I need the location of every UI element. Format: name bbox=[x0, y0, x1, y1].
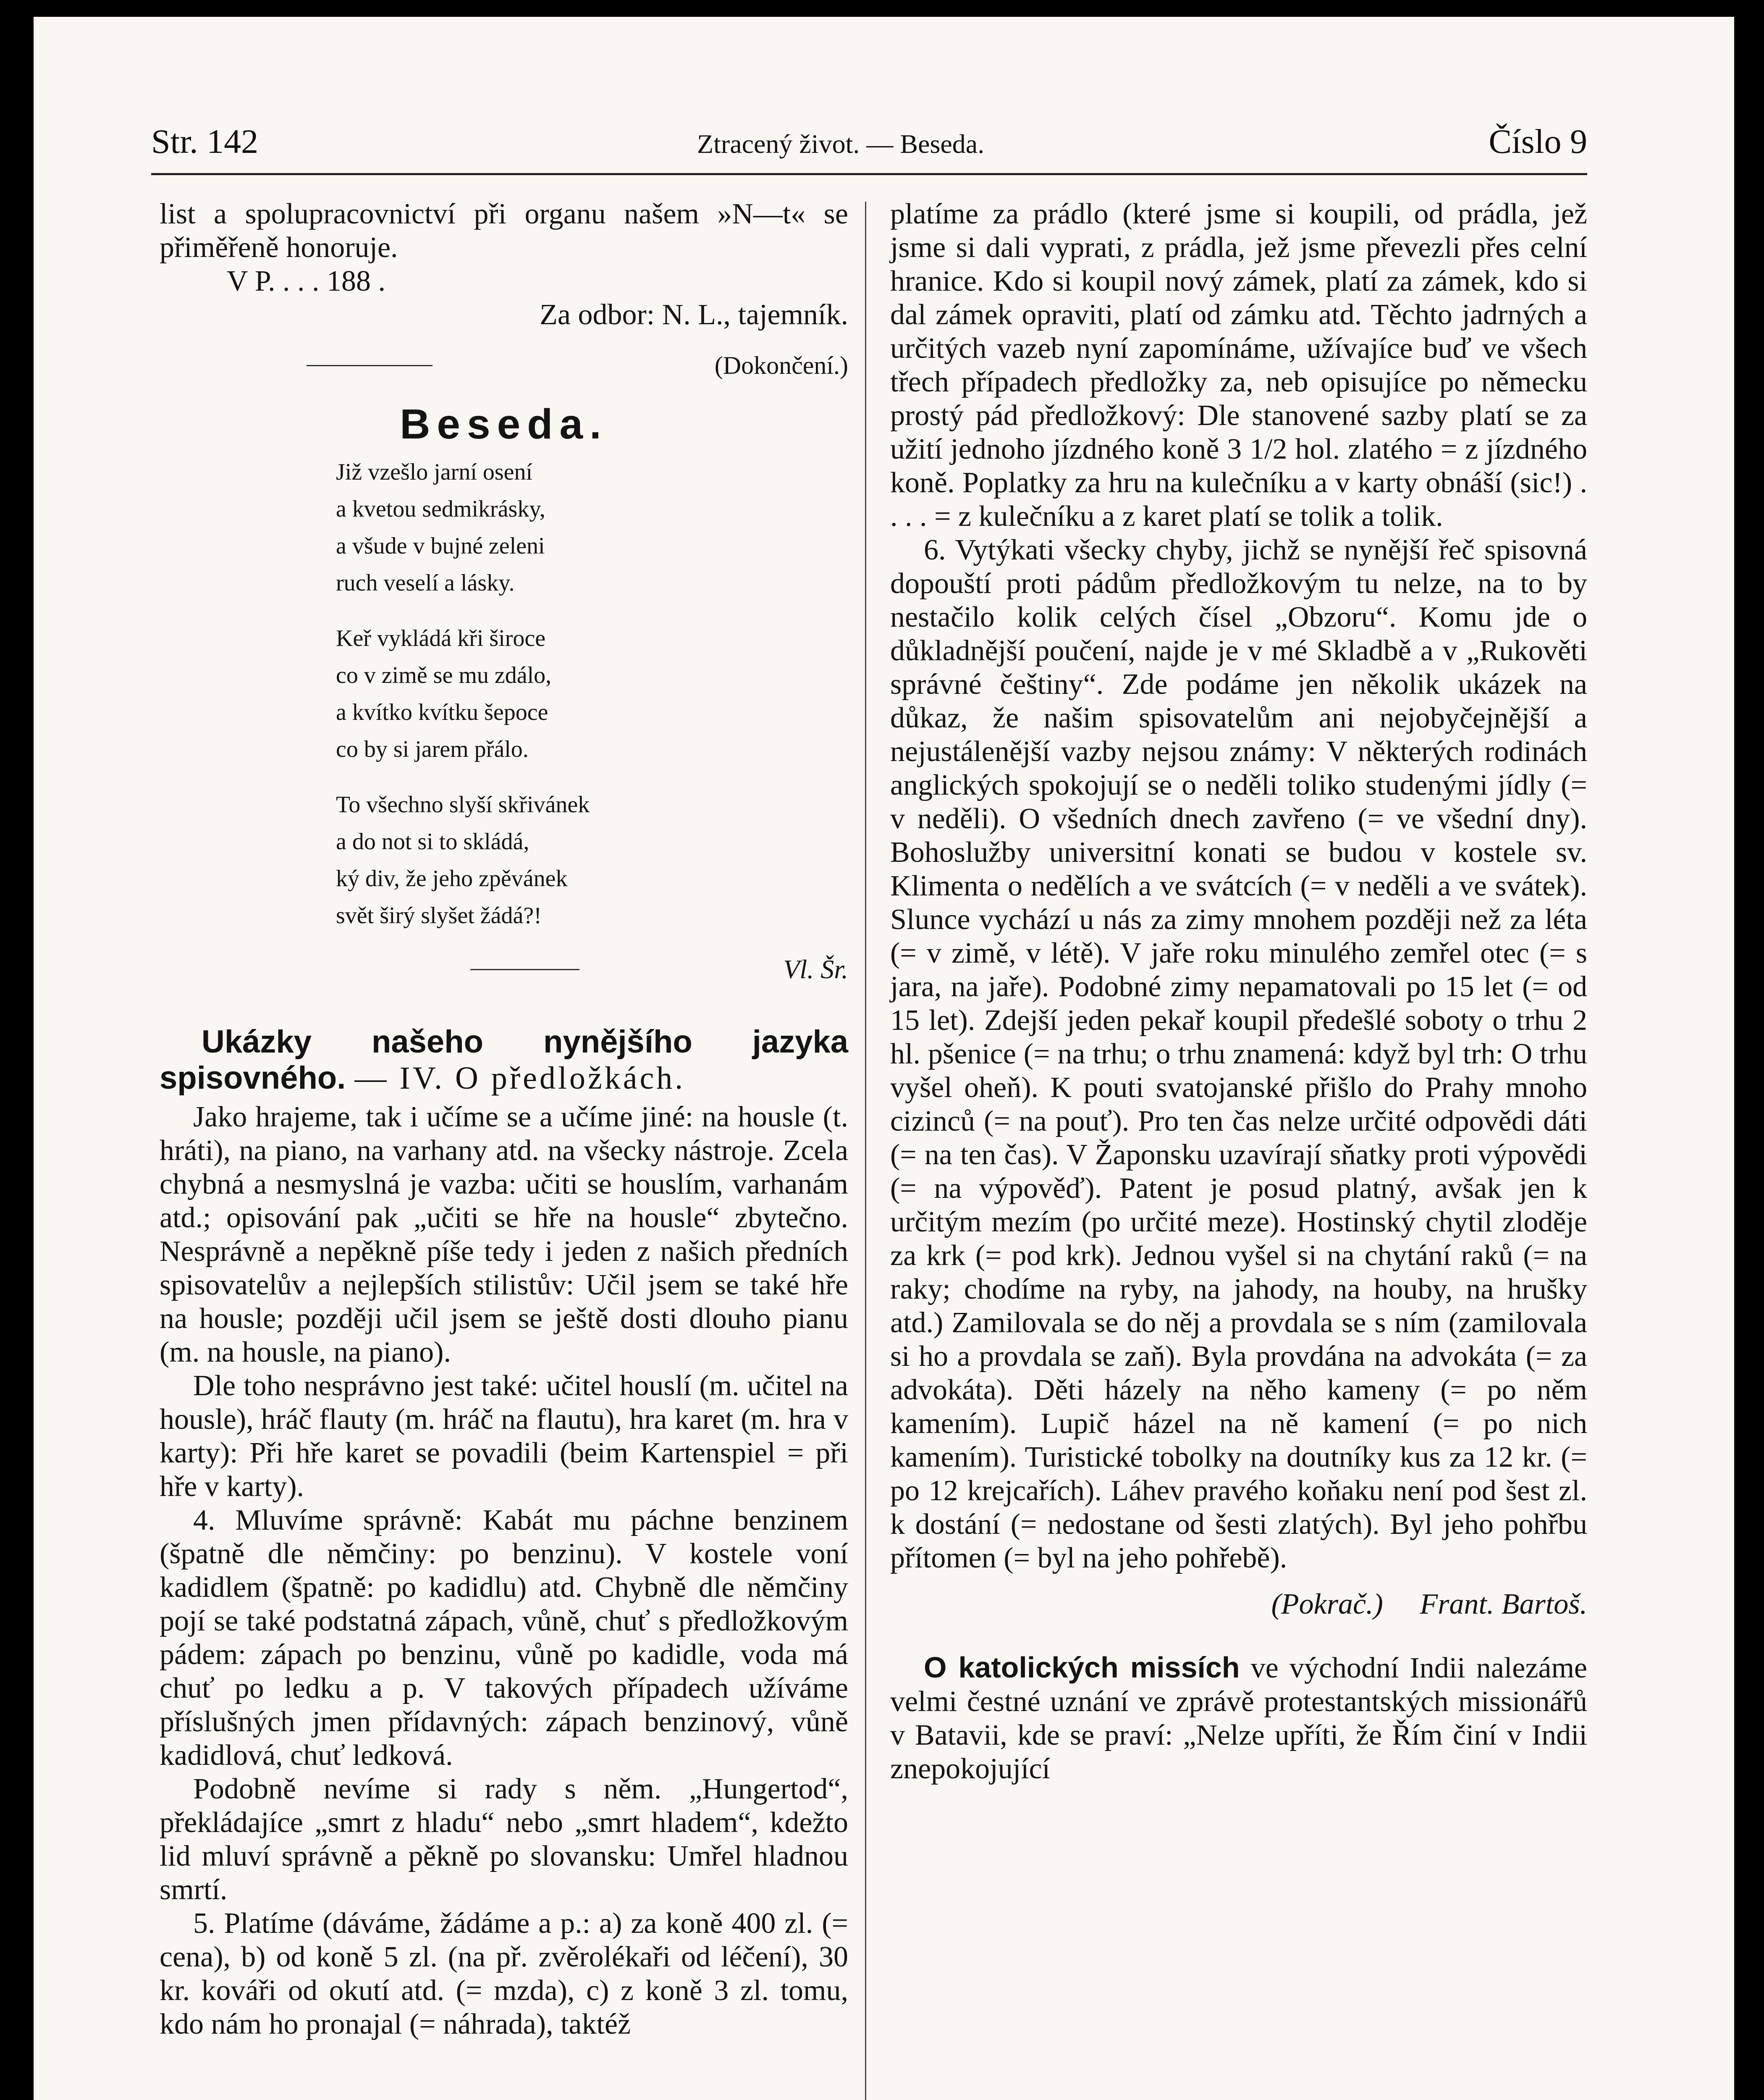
poem-line: a všude v bujné zeleni bbox=[336, 533, 545, 559]
section-title: Beseda. bbox=[400, 401, 608, 448]
right-column bbox=[890, 197, 1587, 1786]
poem-line: Již vzešlo jarní osení bbox=[336, 459, 533, 485]
conclusion-row bbox=[160, 349, 848, 382]
poem bbox=[336, 454, 848, 934]
article-signature-line bbox=[890, 1588, 1587, 1621]
poem-line: a do not si to skládá, bbox=[336, 829, 529, 855]
separator-rule bbox=[307, 365, 432, 366]
poem-stanza bbox=[336, 786, 848, 934]
continuation-note: (Pokrač.) bbox=[1271, 1588, 1383, 1620]
poem-line: ruch veselí a lásky. bbox=[336, 570, 515, 596]
signatory-line: Za odbor: N. L., tajemník. bbox=[540, 299, 848, 331]
article-paragraph: platíme za prádlo (které jsme si koupili, od prádla, jež jsme si dali vyprati, z prádla, jež jsme převezli přes celní hranice. Kdo si koupil nový zámek, platí za zámek, kdo si dal zámek opraviti, platí od zámku atd. Těchto jadrných a určitých vazeb nyní zapomínáme, užívajíce buď ve všech třech případech předložky za, neb opisujíce po německu prostý pád předložkový: Dle stanovené sazby platí se za užití jednoho jízdného koně 3 1/2 hol. zlatého = z jízdného koně. Poplatky za hru na kulečníku a v karty obnáší (sic!) . . . . = z kulečníku a z karet platí se tolik a tolik. bbox=[890, 198, 1587, 533]
poem-line: co by si jarem přálo. bbox=[336, 736, 529, 762]
article-paragraph: 4. Mluvíme správně: Kabát mu páchne benzinem (špatně dle němčiny: po benzinu). V kostele voní kadidlem (špatně: po kadidlu) atd. Chybně dle němčiny pojí se také podstatná zápach, vůně, chuť s předložkovým pádem: zápach po benzinu, vůně po kadidle, voda má chuť po ledku a p. V takových případech užíváme příslušných jmen přídavných: zápach benzinový, vůně kadidlová, chuť ledková. bbox=[160, 1504, 848, 1772]
missions-paragraph bbox=[890, 1651, 1587, 1786]
page-header bbox=[151, 113, 1587, 172]
poem-author: Vl. Šr. bbox=[783, 954, 848, 984]
running-title: Ztracený život. — Beseda. bbox=[697, 129, 985, 159]
poem-stanza bbox=[336, 454, 848, 601]
article-paragraph: Jako hrajeme, tak i učíme se a učíme jiné: na housle (t. hráti), na piano, na varhany atd. na všecky nástroje. Zcela chybná a nesmyslná je vazba: učiti se houslím, varhanám atd.; opisování pak „učiti se hře na housle“ zbytečno. Nesprávně a nepěkně píše tedy i jeden z našich předních spisovatelův a nejlepších stilistův: Učil jsem se také hře na housle; později učil jsem se ještě dosti dlouho pianu (m. na housle, na piano). bbox=[160, 1101, 848, 1368]
poem-line: a kvetou sedmikrásky, bbox=[336, 496, 545, 522]
left-column bbox=[160, 197, 848, 2041]
article-title-main: Ukázky našeho nynějšího jazyka spisovného. bbox=[160, 1024, 848, 1096]
poem-line: Keř vykládá kři široce bbox=[336, 625, 546, 651]
author-signature: Frant. Bartoš. bbox=[1420, 1588, 1587, 1620]
place-date-line: V P. . . . 188 . bbox=[227, 265, 385, 297]
header-rule bbox=[151, 173, 1587, 175]
poem-line: co v zimě se mu zdálo, bbox=[336, 662, 552, 688]
poem-line: a kvítko kvítku šepoce bbox=[336, 699, 548, 725]
conclusion-note: (Dokončení.) bbox=[714, 352, 848, 379]
poem-line: svět širý slyšet žádá?! bbox=[336, 903, 542, 929]
article-paragraph: Podobně nevíme si rady s něm. „Hungertod“, překládajíce „smrt z hladu“ nebo „smrt hladem“, kdežto lid mluví správně a pěkně po slovansku: Umřel hladnou smrtí. bbox=[160, 1773, 848, 1906]
missions-text: ve východní Indii nalezáme velmi čestné uznání ve zprávě protestantských missionářů v Batavii, kde se praví: „Nelze upříti, že Řím činí v Indii znepokojující bbox=[890, 1652, 1587, 1785]
missions-heading: O katolických missích bbox=[924, 1651, 1240, 1684]
article-title-sub: — IV. O předložkách. bbox=[354, 1060, 686, 1096]
poem-author-row bbox=[160, 953, 848, 986]
column-divider bbox=[865, 202, 866, 2100]
separator-rule bbox=[470, 969, 579, 970]
article-paragraph: Dle toho nesprávno jest také: učitel houslí (m. učitel na housle), hráč flauty (m. hráč na flautu), hra karet (m. hra v karty): Při hře karet se povadili (beim Kartenspiel = při hře v karty). bbox=[160, 1370, 848, 1503]
page-number: Str. 142 bbox=[151, 122, 259, 160]
article-paragraph: 5. Platíme (dáváme, žádáme a p.: a) za koně 400 zl. (= cena), b) od koně 5 zl. (na př. zvěrolékaři od léčení), 30 kr. kováři od okutí atd. (= mzda), c) z koně 3 zl. tomu, kdo nám ho pronajal (= náhrada), taktéž bbox=[160, 1907, 848, 2040]
poem-line: To všechno slyší skřivánek bbox=[336, 792, 590, 818]
carry-over-paragraph: list a spolupracovnictví při organu našem »N—t« se přiměřeně honoruje. bbox=[160, 198, 848, 264]
poem-line: ký div, že jeho zpěvánek bbox=[336, 866, 568, 892]
article-paragraph: 6. Vytýkati všecky chyby, jichž se nynější řeč spisovná dopouští proti pádům předložkovým tu nelze, na to by nestačilo kolik celých čísel „Obzoru“. Komu jde o důkladnější poučení, najde je v mé Skladbě a v „Rukověti správné češtiny“. Zde podáme jen několik ukázek na důkaz, že našim spisovatelům ani nejobyčejnější a nejustálenější vazby nejsou známy: V některých rodinách anglických spokojují se o neděli toliko studenými jídly (= v neděli). O všedních dnech zavřeno (= ve všední dny). Bohoslužby universitní konati se budou v kostele sv. Klimenta o nedělích a ve svátcích (= v neděli a ve svátek). Slunce vychází u nás za zimy mnohem později než za léta (= v zimě, v létě). V jaře roku minulého zemřel otec (= s jara, na jaře). Podobné zimy nepamatovali po 15 let (= od 15 let). Zdejší jeden pekař koupil předešlé soboty o trhu 2 hl. pšenice (= na trhu; o trhu znamená: když byl trh: O trhu vyšel oheň). K pouti svatojanské přišlo do Prahy mnoho cizinců (= na pouť). Pro ten čas nelze určité odpovědi dáti (= na ten čas). V Žaponsku uzavírají sňatky proti výpovědi (= na výpověď). Patent je posud platný, avšak jen k určitým mezím (po určité meze). Hostinský chytil zloděje za krk (= pod krk). Jednou vyšel si na chytání raků (= na raky; chodíme na ryby, na jahody, na houby, na hrušky atd.) Zamilovala se do něj a provdala se s ním (zamilovala si ho a provdala se zaň). Byla provdána na advokáta (= za advokáta). Děti házely na něho kameny (= po něm kamením). Lupič házel na ně kamení (= po nich kamením). Turistické tobolky na doutníky kus za 12 kr. (= po 12 krejcařích). Láhev pravého koňaku není pod šest zl. k dostání (= nedostane od šesti zlatých). Byl jeho pohřbu přítomen (= byl na jeho pohřebě). bbox=[890, 534, 1587, 1574]
poem-stanza bbox=[336, 620, 848, 768]
issue-number: Číslo 9 bbox=[1489, 122, 1587, 160]
article-title bbox=[160, 1024, 848, 1096]
